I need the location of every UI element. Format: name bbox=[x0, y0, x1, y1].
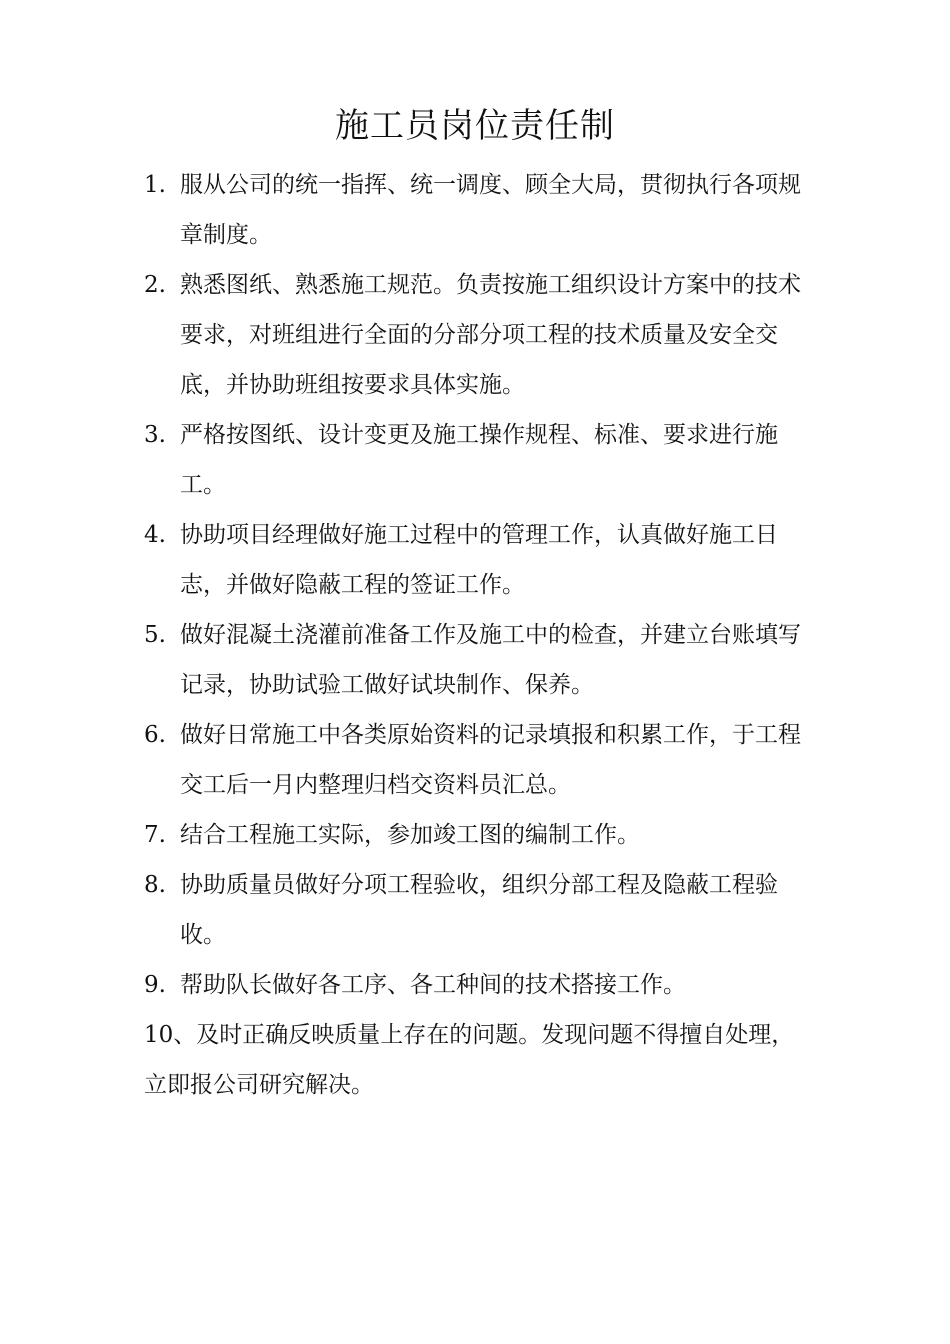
list-item bbox=[144, 860, 810, 960]
item-number: 3. bbox=[144, 422, 166, 448]
list-item bbox=[144, 610, 810, 710]
item-number: 5. bbox=[144, 622, 166, 648]
item-text: 服从公司的统一指挥、统一调度、顾全大局，贯彻执行各项规章制度。 bbox=[180, 172, 801, 248]
item-text: 严格按图纸、设计变更及施工操作规程、标准、要求进行施工。 bbox=[180, 422, 778, 498]
list-item bbox=[144, 1010, 810, 1110]
item-number: 4. bbox=[144, 522, 166, 548]
item-number: 2. bbox=[144, 272, 166, 298]
item-text: 协助质量员做好分项工程验收，组织分部工程及隐蔽工程验收。 bbox=[180, 872, 778, 948]
list-item bbox=[144, 410, 810, 510]
responsibility-list bbox=[144, 160, 810, 1110]
item-number: 10、 bbox=[144, 1022, 197, 1048]
page-title: 施工员岗位责任制 bbox=[335, 106, 615, 146]
list-item bbox=[144, 510, 810, 610]
list-item bbox=[144, 160, 810, 260]
item-text: 结合工程施工实际，参加竣工图的编制工作。 bbox=[180, 822, 640, 848]
list-item bbox=[144, 810, 810, 860]
item-text: 做好混凝土浇灌前准备工作及施工中的检查，并建立台账填写记录，协助试验工做好试块制作、保养。 bbox=[180, 622, 801, 698]
item-text: 帮助队长做好各工序、各工种间的技术搭接工作。 bbox=[180, 972, 686, 998]
item-number: 1. bbox=[144, 172, 166, 198]
item-number: 6. bbox=[144, 722, 166, 748]
item-text: 协助项目经理做好施工过程中的管理工作，认真做好施工日志，并做好隐蔽工程的签证工作。 bbox=[180, 522, 778, 598]
item-number: 7. bbox=[144, 822, 166, 848]
item-text: 熟悉图纸、熟悉施工规范。负责按施工组织设计方案中的技术要求，对班组进行全面的分部分项工程的技术质量及安全交底，并协助班组按要求具体实施。 bbox=[180, 272, 801, 398]
list-item bbox=[144, 960, 810, 1010]
item-text: 做好日常施工中各类原始资料的记录填报和积累工作，于工程交工后一月内整理归档交资料员汇总。 bbox=[180, 722, 801, 798]
item-number: 9. bbox=[144, 972, 166, 998]
list-item bbox=[144, 260, 810, 410]
item-number: 8. bbox=[144, 872, 166, 898]
list-item bbox=[144, 710, 810, 810]
item-text: 及时正确反映质量上存在的问题。发现问题不得擅自处理，立即报公司研究解决。 bbox=[144, 1022, 795, 1098]
